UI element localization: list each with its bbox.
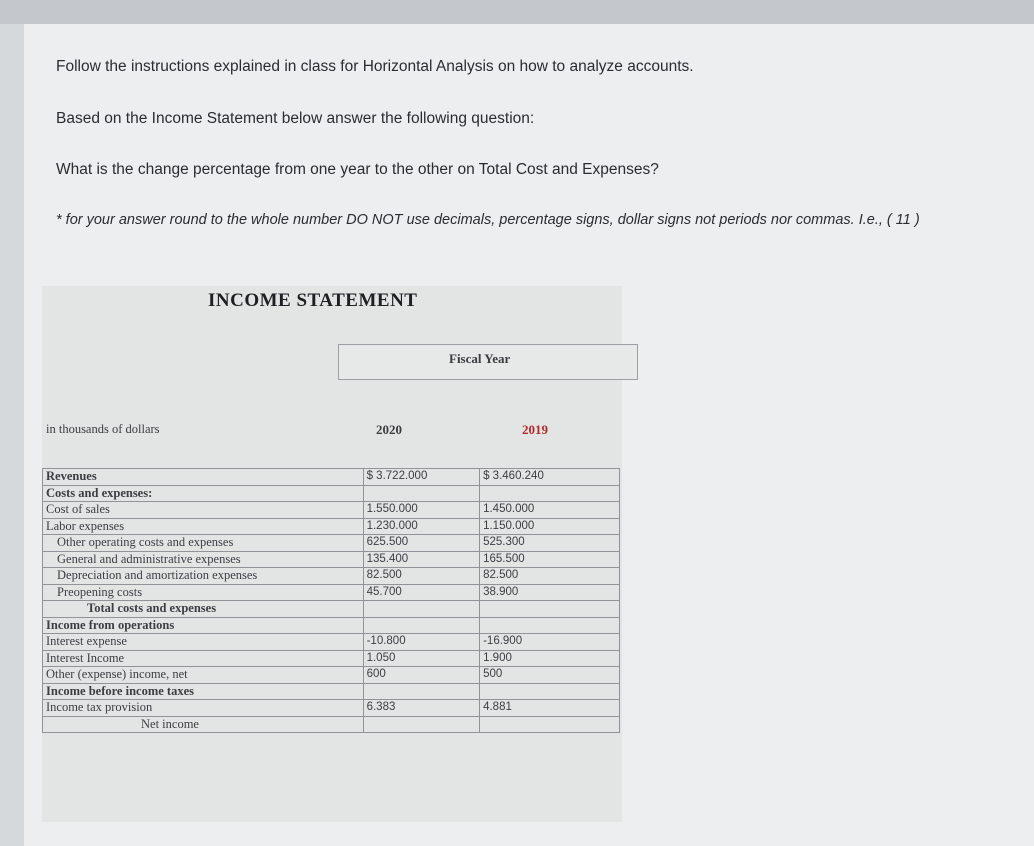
table-row: [43, 535, 620, 552]
value-2019: [480, 601, 620, 618]
row-label: Net income: [43, 716, 364, 733]
value-2019: 525.300: [480, 535, 620, 552]
answer-format-note: * for your answer round to the whole number DO NOT use decimals, percentage signs, dollar signs not periods nor commas. I.e., ( 11 ): [56, 212, 920, 228]
table-row: [43, 518, 620, 535]
row-label: Depreciation and amortization expenses: [43, 568, 364, 585]
value-2019: 165.500: [480, 551, 620, 568]
instruction-line-1: Follow the instructions explained in class for Horizontal Analysis on how to analyze accounts.: [56, 58, 694, 75]
value-2019: $ 3.460.240: [480, 469, 620, 486]
table-row: [43, 683, 620, 700]
value-2020: [363, 683, 480, 700]
table-row: [43, 568, 620, 585]
row-label: Income tax provision: [43, 700, 364, 717]
value-2020: 45.700: [363, 584, 480, 601]
instruction-line-2: Based on the Income Statement below answer the following question:: [56, 110, 535, 127]
value-2019: 1.450.000: [480, 502, 620, 519]
table-row: [43, 700, 620, 717]
value-2019: 1.150.000: [480, 518, 620, 535]
value-2020: -10.800: [363, 634, 480, 651]
value-2020: [363, 617, 480, 634]
row-label: Income before income taxes: [43, 683, 364, 700]
value-2019: 82.500: [480, 568, 620, 585]
row-label: Other (expense) income, net: [43, 667, 364, 684]
value-2019: 500: [480, 667, 620, 684]
value-2020: 135.400: [363, 551, 480, 568]
value-2020: [363, 485, 480, 502]
row-label: Interest expense: [43, 634, 364, 651]
question-page: [24, 24, 1034, 846]
row-label: Total costs and expenses: [43, 601, 364, 618]
top-bar: [0, 0, 1034, 24]
row-label: Interest Income: [43, 650, 364, 667]
table-row: [43, 551, 620, 568]
value-2019: 1.900: [480, 650, 620, 667]
row-label: Cost of sales: [43, 502, 364, 519]
value-2020: [363, 716, 480, 733]
table-row: [43, 617, 620, 634]
row-label: Income from operations: [43, 617, 364, 634]
year-2020-header: 2020: [376, 422, 402, 437]
value-2020: 82.500: [363, 568, 480, 585]
value-2020: 1.550.000: [363, 502, 480, 519]
row-label: Labor expenses: [43, 518, 364, 535]
value-2019: 4.881: [480, 700, 620, 717]
value-2020: 6.383: [363, 700, 480, 717]
value-2020: $ 3.722.000: [363, 469, 480, 486]
table-row: [43, 502, 620, 519]
row-label: Revenues: [43, 469, 364, 486]
income-statement-image: [42, 286, 622, 822]
row-label: General and administrative expenses: [43, 551, 364, 568]
row-label: Costs and expenses:: [43, 485, 364, 502]
year-2019-header: 2019: [522, 422, 548, 437]
income-statement-table: [42, 468, 620, 733]
value-2020: [363, 601, 480, 618]
table-row: [43, 634, 620, 651]
value-2019: 38.900: [480, 584, 620, 601]
table-row: [43, 584, 620, 601]
value-2019: [480, 683, 620, 700]
fiscal-year-label: Fiscal Year: [449, 351, 511, 366]
table-row: [43, 650, 620, 667]
table-row: [43, 667, 620, 684]
value-2020: 1.230.000: [363, 518, 480, 535]
fiscal-year-header: [338, 344, 638, 380]
value-2019: [480, 485, 620, 502]
table-row: [43, 716, 620, 733]
value-2020: 625.500: [363, 535, 480, 552]
question-text: What is the change percentage from one year to the other on Total Cost and Expenses?: [56, 161, 659, 178]
units-label: in thousands of dollars: [46, 422, 160, 436]
row-label: Other operating costs and expenses: [43, 535, 364, 552]
row-label: Preopening costs: [43, 584, 364, 601]
table-row: [43, 601, 620, 618]
table-row: [43, 469, 620, 486]
value-2019: [480, 617, 620, 634]
value-2019: -16.900: [480, 634, 620, 651]
statement-title: INCOME STATEMENT: [208, 290, 418, 311]
value-2020: 600: [363, 667, 480, 684]
table-row: [43, 485, 620, 502]
value-2019: [480, 716, 620, 733]
value-2020: 1.050: [363, 650, 480, 667]
